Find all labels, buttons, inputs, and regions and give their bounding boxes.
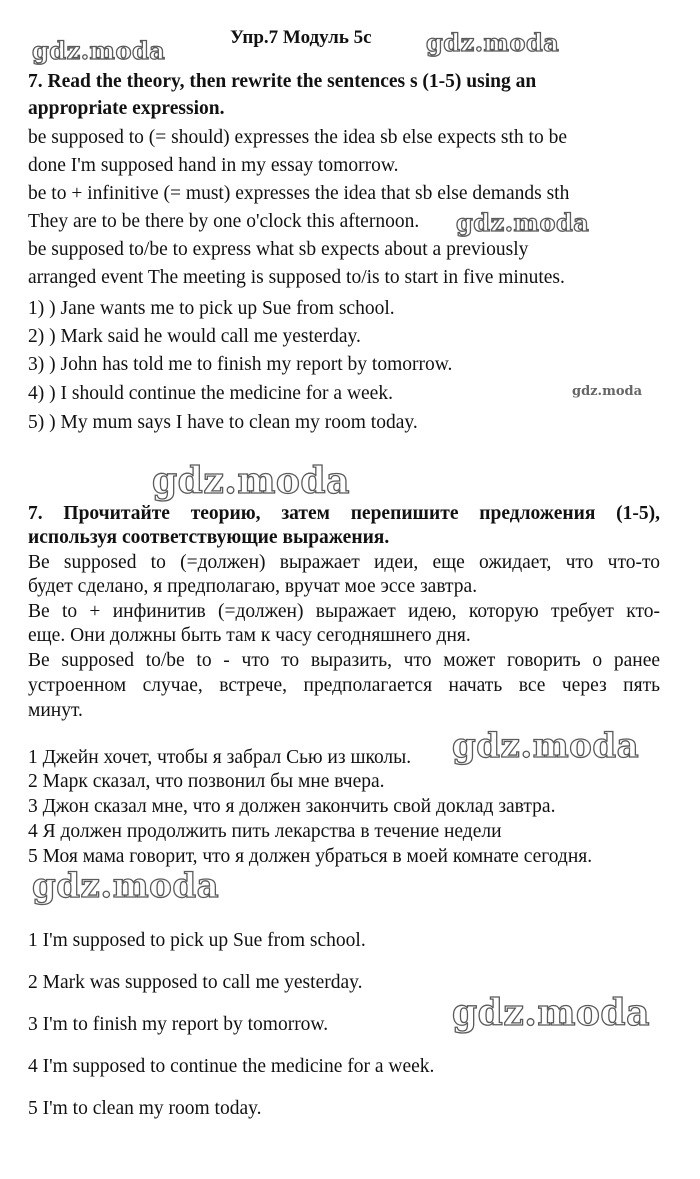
watermark: gdz.moda — [426, 28, 560, 57]
theory-line-ru: минут. — [28, 700, 83, 721]
task-heading-ru: используя соответствующие выражения. — [28, 527, 390, 548]
watermark: gdz.moda — [452, 726, 640, 766]
exercise-sentence-en: 5) ) My mum says I have to clean my room today. — [28, 412, 418, 433]
task-heading-en: appropriate expression. — [28, 98, 225, 119]
page-title: Упр.7 Модуль 5с — [230, 27, 372, 48]
watermark: gdz.moda — [456, 208, 590, 237]
answer-line: 2 Mark was supposed to call me yesterday. — [28, 972, 363, 993]
watermark: gdz.moda — [32, 866, 220, 906]
answer-line: 3 I'm to finish my report by tomorrow. — [28, 1014, 329, 1035]
theory-line-en: They are to be there by one o'clock this afternoon. — [28, 211, 420, 232]
theory-line-ru: Be to + инфинитив (=должен) выражает идею, которую требует кто- — [28, 601, 660, 622]
watermark: gdz.moda — [452, 992, 650, 1034]
watermark: gdz.moda — [32, 36, 166, 65]
watermark: gdz.moda — [572, 384, 643, 399]
theory-line-ru: будет сделано, я предполагаю, вручат мое эссе завтра. — [28, 576, 478, 597]
theory-line-en: be to + infinitive (= must) expresses the idea that sb else demands sth — [28, 183, 570, 204]
exercise-sentence-en: 3) ) John has told me to finish my report by tomorrow. — [28, 354, 453, 375]
answer-line: 5 I'm to clean my room today. — [28, 1098, 262, 1119]
theory-line-en: be supposed to/be to express what sb expects about a previously — [28, 239, 529, 260]
exercise-sentence-ru: 5 Моя мама говорит, что я должен убраться в моей комнате сегодня. — [28, 846, 593, 867]
theory-line-ru: устроенном случае, встрече, предполагается начать все через пять — [28, 675, 660, 696]
exercise-sentence-ru: 1 Джейн хочет, чтобы я забрал Сью из школы. — [28, 747, 412, 768]
task-heading-ru: 7. Прочитайте теорию, затем перепишите предложения (1-5), — [28, 503, 660, 524]
task-heading-en: 7. Read the theory, then rewrite the sentences s (1-5) using an — [28, 71, 537, 92]
theory-line-ru: Be supposed to (=должен) выражает идеи, еще ожидает, что что-то — [28, 552, 660, 573]
theory-line-ru: Be supposed to/be to - что то выразить, что может говорить о ранее — [28, 650, 660, 671]
exercise-sentence-ru: 2 Марк сказал, что позвонил бы мне вчера. — [28, 771, 385, 792]
exercise-sentence-ru: 3 Джон сказал мне, что я должен закончить свой доклад завтра. — [28, 796, 556, 817]
exercise-sentence-ru: 4 Я должен продолжить пить лекарства в течение недели — [28, 821, 502, 842]
exercise-sentence-en: 1) ) Jane wants me to pick up Sue from school. — [28, 298, 395, 319]
exercise-sentence-en: 2) ) Mark said he would call me yesterday. — [28, 326, 361, 347]
theory-line-ru: еще. Они должны быть там к часу сегодняшнего дня. — [28, 625, 471, 646]
theory-line-en: be supposed to (= should) expresses the idea sb else expects sth to be — [28, 127, 568, 148]
exercise-sentence-en: 4) ) I should continue the medicine for a week. — [28, 383, 393, 404]
answer-line: 1 I'm supposed to pick up Sue from school. — [28, 930, 366, 951]
answer-line: 4 I'm supposed to continue the medicine for a week. — [28, 1056, 435, 1077]
theory-line-en: done I'm supposed hand in my essay tomorrow. — [28, 155, 399, 176]
theory-line-en: arranged event The meeting is supposed to/is to start in five minutes. — [28, 267, 565, 288]
watermark: gdz.moda — [152, 460, 350, 502]
